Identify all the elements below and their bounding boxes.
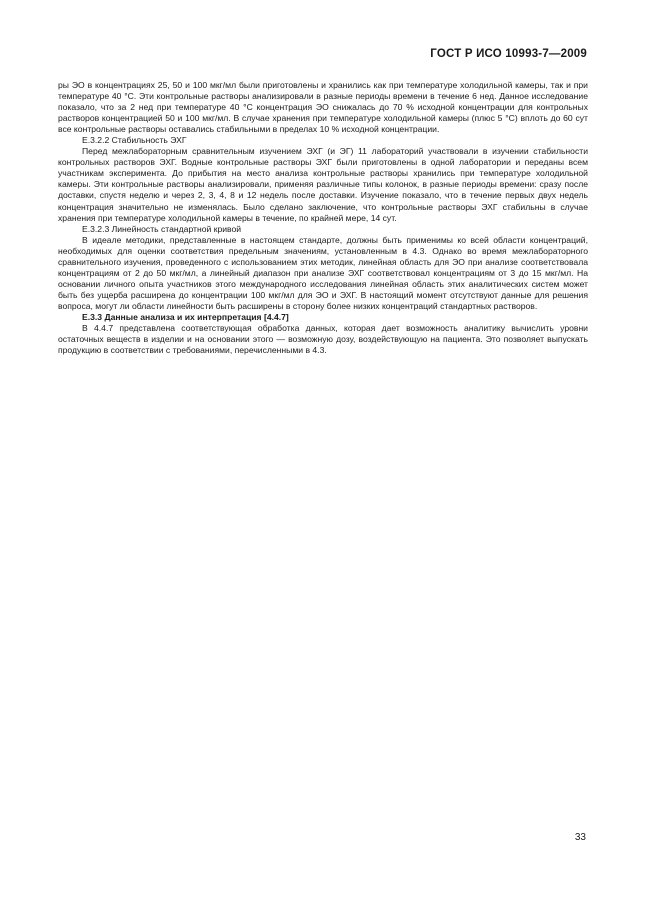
section-heading-e322: Е.3.2.2 Стабильность ЭХГ xyxy=(82,135,187,146)
page-number: 33 xyxy=(574,832,586,843)
section-heading-e323: Е.3.2.3 Линейность стандартной кривой xyxy=(82,223,242,234)
body-text xyxy=(58,80,588,356)
paragraph-data-analysis: В 4.4.7 представлена соответствующая обработка данных, которая дает возможность аналитику вычислить уровни остаточных веществ в изделии и на основании этого — возможную дозу, воздействующую на пациента. Это позволяет выпускать продукцию в соответствии с требованиями, перечисленными в 4.3. xyxy=(58,323,588,356)
paragraph-linearity: В идеале методики, представленные в настоящем стандарте, должны быть применимы ко всей области концентраций, необходимых для оценки соответствия предельным значениям, установленным в 4.3. Однако во время межлабораторного сравнительного изучения, проведенного с использованием этих методик, линейная область для ЭО при анализе соответствовала концентрациям от 2 до 50 мкг/мл, а линейный диапазон при анализе ЭХГ соответствовал концентрациям от 3 до 15 мкг/мл. На основании личного опыта участников этого международного исследования линейная область этих аналитических систем может быть без ущерба расширена до концентрации 100 мкг/мл для ЭО и ЭХГ. В настоящий момент отсутствуют данные для решения вопроса, могут ли области линейности быть расширены в сторону более низких концентраций стандартных растворов. xyxy=(58,234,588,311)
paragraph-ehg-stability: Перед межлабораторным сравнительным изучением ЭХГ (и ЭГ) 11 лабораторий участвовали в изучении стабильности контрольных растворов ЭХГ. Водные контрольные растворы ЭХГ были приготовлены в одной лаборатории и переданы всем участникам эксперимента. До прибытия на место анализа контрольные растворы хранились при температуре холодильной камеры. Эти контрольные растворы анализировали, применяя различные типы колонок, в разные периоды времени: сразу после доставки, спустя неделю и через 2, 3, 4, 8 и 12 недель после доставки. Изучение показало, что в течение первых двух недель концентрация значительно не изменялась. Было сделано заключение, что контрольные растворы ЭХГ стабильны в случае хранения при температуре холодильной камеры в течение, по крайней мере, 14 сут. xyxy=(58,146,588,223)
standard-header: ГОСТ Р ИСО 10993-7—2009 xyxy=(430,48,587,60)
section-heading-e33: Е.3.3 Данные анализа и их интерпретация [4.4.7] xyxy=(82,311,289,322)
paragraph-eo-stability-continued: ры ЭО в концентрациях 25, 50 и 100 мкг/мл были приготовлены и хранились как при температуре холодильной камеры, так и при температуре 40 °С. Эти контрольные растворы анализировали в разные периоды времени в течение 6 нед. Данное исследование показало, что за 2 нед при температуре 40 °С концентрация ЭО снижалась до 70 % исходной концентрации для контрольных растворов концентрацией 50 и 100 мкг/мл. В случае хранения при температуре холодильной камеры (плюс 5 °С) вплоть до 60 сут все контрольные растворы оставались стабильными в пределах 10 % исходной концентрации. xyxy=(58,80,588,135)
